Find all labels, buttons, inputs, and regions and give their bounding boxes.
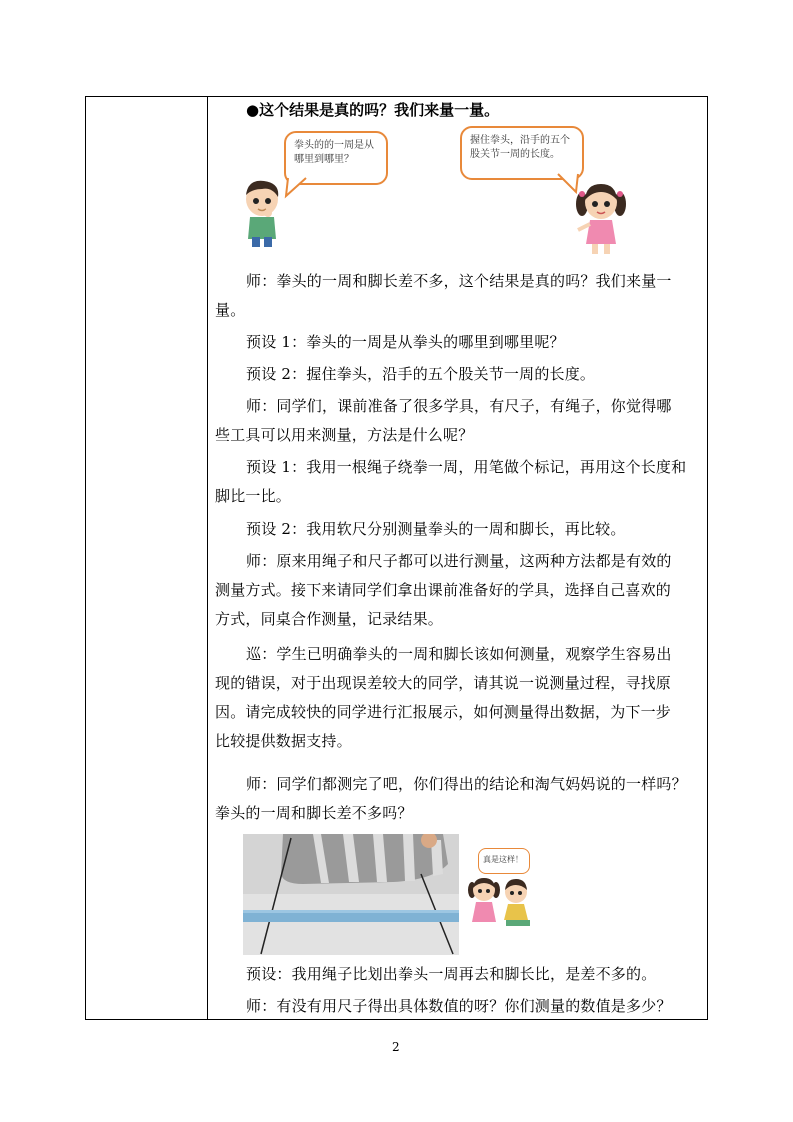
paragraph-line: 量。 [215,301,246,319]
boy-bubble-tail [284,176,314,200]
boy-bubble-text: 拳头的的一周是从哪里到哪里？ [294,140,374,165]
paragraph-line: 师：有没有用尺子得出具体数值的呀？你们测量的数值是多少？ [246,997,672,1015]
paragraph-line: 比较提供数据支持。 [215,732,352,750]
foot-measurement-photo [243,834,459,955]
paragraph-line: 师：原来用绳子和尺子都可以进行测量，这两种方法都是有效的 [246,552,672,570]
girl-cartoon-image [572,180,630,256]
paragraph-7 [215,547,705,634]
paragraph-line: 巡：学生已明确拳头的一周和脚长该如何测量，观察学生容易出 [246,645,672,663]
paragraph-1 [215,267,705,325]
section-heading: ●这个结果是真的吗？我们来量一量。 [246,101,500,119]
paragraph-line: 测量方式。接下来请同学们拿出课前准备好的学具，选择自己喜欢的 [215,581,672,599]
paragraph-line: 师：拳头的一周和脚长差不多，这个结果是真的吗？我们来量一 [246,272,672,290]
small-speech-bubble [478,848,530,874]
paragraph-3 [246,360,595,389]
boy-cartoon-image [238,177,286,249]
paragraph-5 [215,453,705,511]
children-cartoon-image [466,876,538,930]
paragraph-9 [215,770,705,828]
paragraph-line: 师：同学们，课前准备了很多学具，有尺子，有绳子，你觉得哪 [246,397,672,415]
paragraph-line: 预设 1：拳头的一周是从拳头的哪里到哪里呢？ [246,333,565,351]
paragraph-11 [246,992,672,1021]
girl-bubble-text: 握住拳头，沿手的五个股关节一周的长度。 [470,135,570,160]
paragraph-line: 方式，同桌合作测量，记录结果。 [215,610,444,628]
paragraph-line: 师：同学们都测完了吧，你们得出的结论和淘气妈妈说的一样吗？ [246,775,687,793]
paragraph-4 [215,392,705,450]
paragraph-line: 现的错误，对于出现误差较大的同学，请其说一说测量过程，寻找原 [215,674,672,692]
paragraph-2 [246,328,565,357]
paragraph-line: 预设 2：握住拳头，沿手的五个股关节一周的长度。 [246,365,596,383]
table-column-divider [207,96,208,1020]
paragraph-line: 预设 1：我用一根绳子绕拳一周，用笔做个标记，再用这个长度和 [246,458,687,476]
paragraph-10 [246,960,656,989]
paragraph-line: 因。请完成较快的同学进行汇报展示，如何测量得出数据，为下一步 [215,703,672,721]
paragraph-6 [246,515,626,544]
page-number: 2 [392,1040,400,1054]
paragraph-line: 些工具可以用来测量，方法是什么呢？ [215,426,474,444]
paragraph-line: 拳头的一周和脚长差不多吗？ [215,804,413,822]
paragraph-line: 脚比一比。 [215,487,292,505]
paragraph-line: 预设 2：我用软尺分别测量拳头的一周和脚长，再比较。 [246,520,626,538]
paragraph-8 [215,640,705,756]
paragraph-line: 预设：我用绳子比划出拳头一周再去和脚长比，是差不多的。 [246,965,657,983]
small-bubble-text: 真是这样！ [483,855,523,864]
